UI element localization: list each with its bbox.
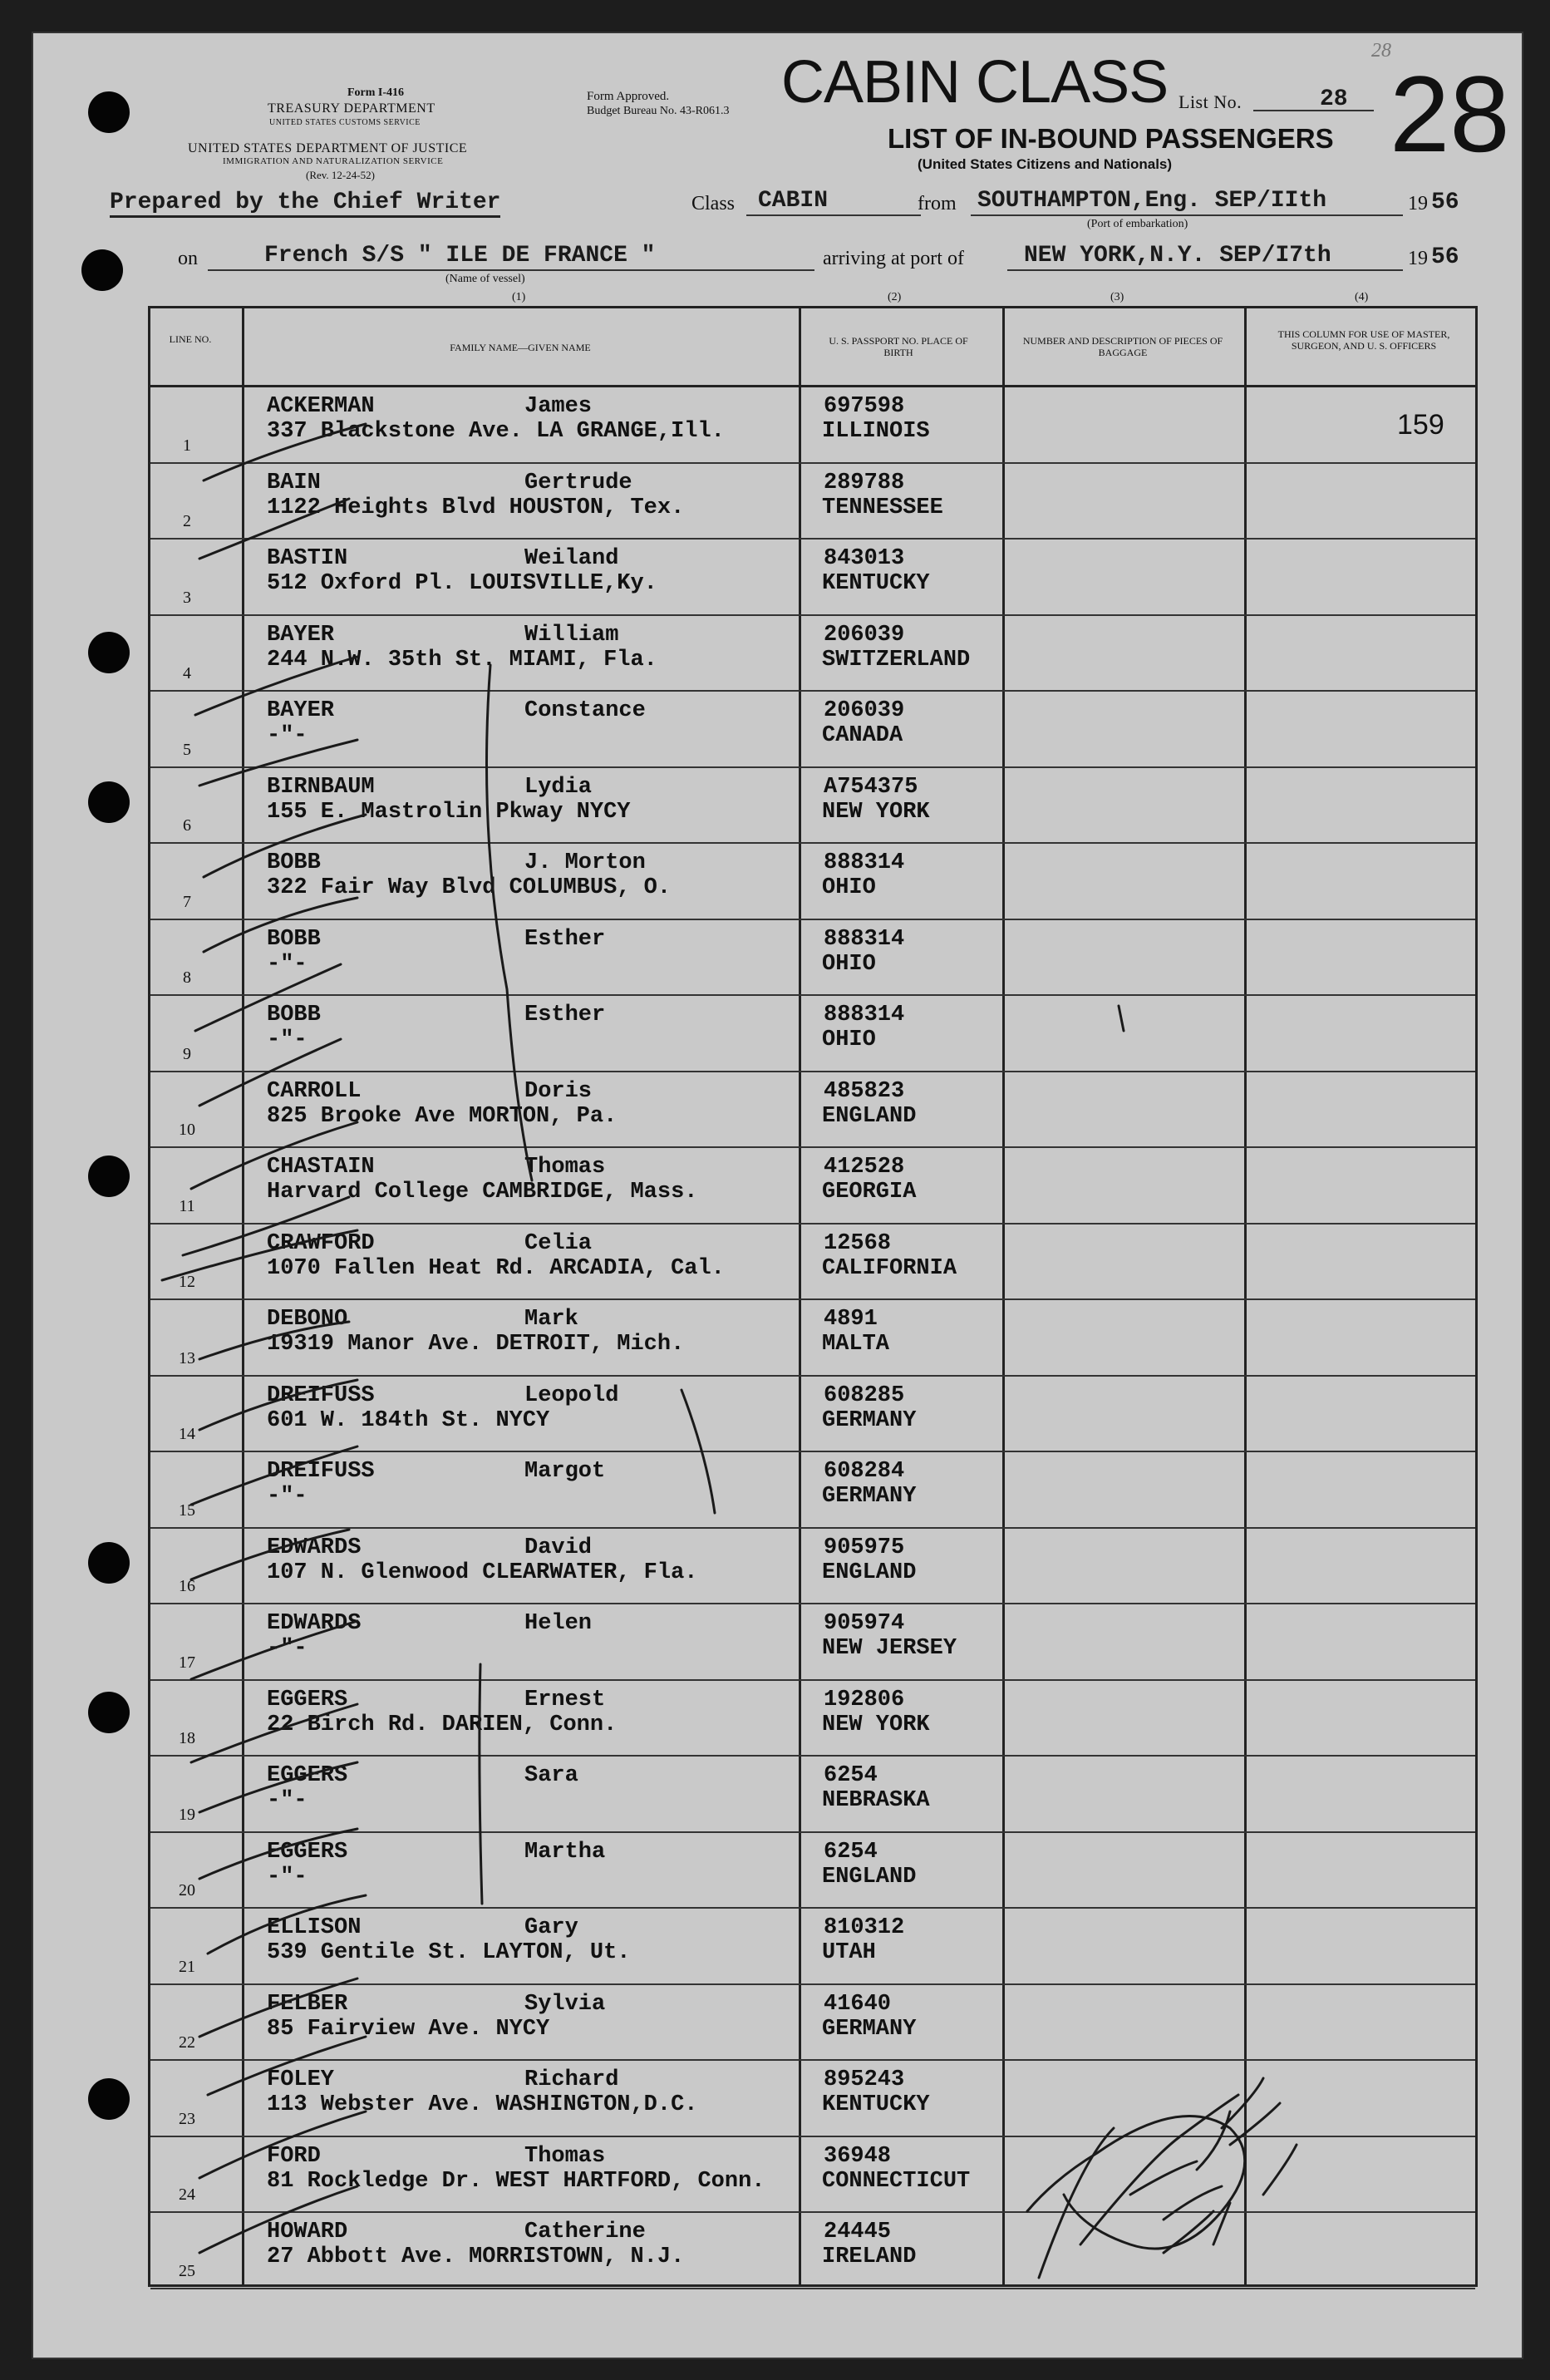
passport-number: 485823 xyxy=(824,1078,905,1104)
year-value-2: 56 xyxy=(1431,244,1459,270)
ins: IMMIGRATION AND NATURALIZATION SERVICE xyxy=(223,156,444,166)
address: 27 Abbott Ave. MORRISTOWN, N.J. xyxy=(267,2244,685,2269)
family-name: BAYER xyxy=(267,622,335,648)
given-name: Celia xyxy=(524,1230,593,1256)
family-name: FELBER xyxy=(267,1991,348,2017)
place-of-birth: ENGLAND xyxy=(822,1560,917,1585)
vessel-note: (Name of vessel) xyxy=(445,273,525,285)
family-name: CRAWFORD xyxy=(267,1230,375,1256)
given-name: J. Morton xyxy=(524,850,646,875)
address: -"- xyxy=(267,1788,308,1813)
given-name: Gertrude xyxy=(524,470,632,495)
place-of-birth: UTAH xyxy=(822,1940,876,1965)
year-value-1: 56 xyxy=(1431,190,1459,215)
place-of-birth: NEW YORK xyxy=(822,1712,930,1737)
family-name: BOBB xyxy=(267,1003,321,1027)
given-name: Constance xyxy=(524,698,646,723)
table-row xyxy=(150,1833,1475,1909)
address: 601 W. 184th St. NYCY xyxy=(267,1407,550,1433)
line-number: 3 xyxy=(183,588,191,607)
address: 85 Fairview Ave. NYCY xyxy=(267,2016,550,2042)
place-of-birth: KENTUCKY xyxy=(822,2092,930,2117)
list-no-value: 28 xyxy=(1320,86,1348,112)
place-of-birth: SWITZERLAND xyxy=(822,647,971,673)
family-name: BAIN xyxy=(267,470,321,495)
passport-number: 289788 xyxy=(824,470,905,495)
passport-number: 36948 xyxy=(824,2143,892,2169)
place-of-birth: CALIFORNIA xyxy=(822,1255,957,1281)
table-row xyxy=(150,1452,1475,1529)
place-of-birth: OHIO xyxy=(822,1027,876,1052)
passport-number: 24445 xyxy=(824,2220,892,2244)
table-row xyxy=(150,996,1475,1072)
family-name: DREIFUSS xyxy=(267,1459,375,1484)
line-number: 5 xyxy=(183,740,191,759)
address: 512 Oxford Pl. LOUISVILLE,Ky. xyxy=(267,571,657,596)
address: 1122 Heights Blvd HOUSTON, Tex. xyxy=(267,495,685,520)
passport-number: 412528 xyxy=(824,1155,905,1180)
header-line-no: LINE NO. xyxy=(169,333,212,345)
passenger-table xyxy=(148,306,1478,2287)
department-sub: UNITED STATES CUSTOMS SERVICE xyxy=(269,118,421,127)
line-number: 8 xyxy=(183,968,191,987)
punch-hole xyxy=(88,1156,130,1197)
family-name: BIRNBAUM xyxy=(267,774,375,800)
place-of-birth: CANADA xyxy=(822,723,903,748)
line-number: 23 xyxy=(179,2109,195,2128)
place-of-birth: TENNESSEE xyxy=(822,495,943,520)
given-name: Thomas xyxy=(524,2143,606,2169)
justice-dept: UNITED STATES DEPARTMENT OF JUSTICE xyxy=(188,141,468,155)
family-name: EGGERS xyxy=(267,1839,348,1865)
table-row xyxy=(150,387,1475,464)
place-of-birth: NEW JERSEY xyxy=(822,1636,957,1661)
given-name: Ernest xyxy=(524,1687,606,1712)
line-number: 21 xyxy=(179,1957,195,1976)
line-number: 17 xyxy=(179,1653,195,1672)
address: 1070 Fallen Heat Rd. ARCADIA, Cal. xyxy=(267,1255,725,1281)
year-prefix-2: 19 xyxy=(1408,248,1428,269)
place-of-birth: KENTUCKY xyxy=(822,571,930,596)
line-number: 19 xyxy=(179,1805,195,1824)
family-name: FOLEY xyxy=(267,2067,335,2092)
place-of-birth: ENGLAND xyxy=(822,1864,917,1890)
table-row xyxy=(150,2213,1475,2289)
col4-number: (4) xyxy=(1355,291,1369,303)
given-name: Thomas xyxy=(524,1155,606,1180)
passport-number: 6254 xyxy=(824,1763,878,1788)
list-no-label: List No. xyxy=(1178,91,1242,112)
table-row xyxy=(150,1985,1475,2062)
family-name: CARROLL xyxy=(267,1078,362,1104)
place-of-birth: MALTA xyxy=(822,1332,890,1357)
arriving-label: arriving at port of xyxy=(823,248,964,269)
budget-bureau: Budget Bureau No. 43-R061.3 xyxy=(587,105,730,117)
punch-hole xyxy=(81,249,123,291)
line-number: 4 xyxy=(183,664,191,682)
passport-number: 888314 xyxy=(824,850,905,875)
line-number: 24 xyxy=(179,2185,195,2204)
address: -"- xyxy=(267,1864,308,1890)
corner-pencil-mark: 28 xyxy=(1371,40,1391,62)
family-name: CHASTAIN xyxy=(267,1155,375,1180)
family-name: ACKERMAN xyxy=(267,394,375,419)
table-row xyxy=(150,844,1475,920)
place-of-birth: NEBRASKA xyxy=(822,1788,930,1813)
line-number: 18 xyxy=(179,1729,195,1747)
class-label: Class xyxy=(691,193,736,214)
place-of-birth: GERMANY xyxy=(822,2016,917,2042)
given-name: William xyxy=(524,622,619,648)
passport-number: 895243 xyxy=(824,2067,905,2092)
address: -"- xyxy=(267,1484,308,1509)
revision: (Rev. 12-24-52) xyxy=(306,169,375,181)
family-name: EDWARDS xyxy=(267,1611,362,1636)
family-name: EGGERS xyxy=(267,1763,348,1788)
family-name: FORD xyxy=(267,2143,321,2169)
line-number: 6 xyxy=(183,816,191,835)
address: 19319 Manor Ave. DETROIT, Mich. xyxy=(267,1332,685,1357)
col1-number: (1) xyxy=(512,291,526,303)
address: 113 Webster Ave. WASHINGTON,D.C. xyxy=(267,2092,698,2117)
place-of-birth: GERMANY xyxy=(822,1407,917,1433)
table-body xyxy=(150,387,1475,2284)
passport-number: 843013 xyxy=(824,546,905,571)
header-baggage: NUMBER AND DESCRIPTION OF PIECES OF BAGGAGE xyxy=(1022,335,1223,358)
passport-number: 905975 xyxy=(824,1535,905,1560)
table-row xyxy=(150,1604,1475,1681)
passport-number: 192806 xyxy=(824,1687,905,1712)
address: -"- xyxy=(267,723,308,748)
passport-number: 608285 xyxy=(824,1382,905,1408)
year-prefix-1: 19 xyxy=(1408,193,1428,214)
address: 825 Brooke Ave MORTON, Pa. xyxy=(267,1103,618,1129)
address: -"- xyxy=(267,1027,308,1052)
table-row xyxy=(150,692,1475,768)
form-number: Form I-416 xyxy=(347,86,405,99)
header-officers: THIS COLUMN FOR USE OF MASTER, SURGEON, AND U. S. OFFICERS xyxy=(1277,328,1450,352)
table-row xyxy=(150,1757,1475,1833)
punch-hole xyxy=(88,91,130,133)
line-number: 13 xyxy=(179,1348,195,1367)
given-name: Esther xyxy=(524,926,606,952)
prepared-by: Prepared by the Chief Writer xyxy=(110,190,500,218)
passport-number: 12568 xyxy=(824,1230,892,1256)
punch-hole xyxy=(88,781,130,823)
address: 244 N.W. 35th St. MIAMI, Fla. xyxy=(267,647,657,673)
from-value: SOUTHAMPTON,Eng. SEP/IIth xyxy=(977,188,1327,214)
on-label: on xyxy=(178,248,198,269)
place-of-birth: ILLINOIS xyxy=(822,419,930,444)
given-name: Weiland xyxy=(524,546,619,571)
address: 322 Fair Way Blvd COLUMBUS, O. xyxy=(267,875,672,900)
line-number: 9 xyxy=(183,1044,191,1063)
address: 81 Rockledge Dr. WEST HARTFORD, Conn. xyxy=(267,2168,765,2194)
col2-number: (2) xyxy=(888,291,902,303)
punch-hole xyxy=(88,632,130,673)
passport-number: 608284 xyxy=(824,1459,905,1484)
family-name: DEBONO xyxy=(267,1307,348,1332)
line-number: 10 xyxy=(179,1121,195,1139)
address: -"- xyxy=(267,951,308,977)
table-row xyxy=(150,1529,1475,1605)
given-name: Sara xyxy=(524,1763,578,1788)
given-name: Mark xyxy=(524,1307,578,1332)
table-header xyxy=(150,308,1475,387)
table-row xyxy=(150,1300,1475,1377)
arriving-value: NEW YORK,N.Y. SEP/I7th xyxy=(1024,243,1331,269)
passport-number: A754375 xyxy=(824,774,918,800)
family-name: EDWARDS xyxy=(267,1535,362,1560)
table-row xyxy=(150,1377,1475,1453)
from-label: from xyxy=(918,193,957,214)
place-of-birth: OHIO xyxy=(822,875,876,900)
line-number: 15 xyxy=(179,1500,195,1520)
given-name: David xyxy=(524,1535,593,1560)
list-subtitle: (United States Citizens and Nationals) xyxy=(918,156,1173,172)
table-row xyxy=(150,616,1475,692)
punch-hole xyxy=(88,2078,130,2120)
address: 22 Birch Rd. DARIEN, Conn. xyxy=(267,1712,618,1737)
list-title: LIST OF IN-BOUND PASSENGERS xyxy=(888,123,1334,154)
address: 155 E. Mastrolin Pkway NYCY xyxy=(267,799,631,825)
table-row xyxy=(150,2137,1475,2214)
family-name: BOBB xyxy=(267,850,321,875)
table-row xyxy=(150,2061,1475,2137)
table-row xyxy=(150,1148,1475,1224)
class-value: CABIN xyxy=(758,188,829,214)
given-name: Margot xyxy=(524,1459,606,1484)
table-row xyxy=(150,464,1475,540)
passport-number: 206039 xyxy=(824,698,905,723)
table-row xyxy=(150,920,1475,997)
given-name: Richard xyxy=(524,2067,619,2092)
line-number: 20 xyxy=(179,1881,195,1900)
given-name: Esther xyxy=(524,1003,606,1027)
address: -"- xyxy=(267,1636,308,1661)
col3-number: (3) xyxy=(1110,291,1124,303)
given-name: Martha xyxy=(524,1839,606,1865)
family-name: BOBB xyxy=(267,926,321,952)
place-of-birth: GEORGIA xyxy=(822,1180,917,1205)
department: TREASURY DEPARTMENT xyxy=(268,101,435,116)
punch-hole xyxy=(88,1692,130,1733)
passport-number: 4891 xyxy=(824,1307,878,1332)
given-name: Lydia xyxy=(524,774,593,800)
given-name: Doris xyxy=(524,1078,593,1104)
table-row xyxy=(150,1224,1475,1301)
given-name: Sylvia xyxy=(524,1991,606,2017)
list-no-big: 28 xyxy=(1390,53,1510,175)
line-number: 12 xyxy=(179,1273,195,1291)
port-embark-note: (Port of embarkation) xyxy=(1087,218,1188,230)
given-name: Helen xyxy=(524,1611,593,1636)
line-number: 16 xyxy=(179,1577,195,1595)
given-name: James xyxy=(524,394,593,419)
passport-number: 888314 xyxy=(824,1003,905,1027)
family-name: BAYER xyxy=(267,698,335,723)
table-row xyxy=(150,768,1475,845)
passport-number: 905974 xyxy=(824,1611,905,1636)
vessel-value: French S/S " ILE DE FRANCE " xyxy=(264,243,656,269)
punch-hole xyxy=(88,1542,130,1584)
table-row xyxy=(150,1072,1475,1149)
place-of-birth: NEW YORK xyxy=(822,799,930,825)
line-number: 14 xyxy=(179,1425,195,1443)
table-row xyxy=(150,540,1475,616)
place-of-birth: OHIO xyxy=(822,951,876,977)
line-number: 11 xyxy=(179,1196,195,1215)
form-approved: Form Approved. xyxy=(587,90,670,103)
place-of-birth: IRELAND xyxy=(822,2244,917,2269)
passport-number: 888314 xyxy=(824,926,905,952)
family-name: EGGERS xyxy=(267,1687,348,1712)
passport-number: 206039 xyxy=(824,622,905,648)
line-number: 22 xyxy=(179,2033,195,2052)
place-of-birth: GERMANY xyxy=(822,1484,917,1509)
place-of-birth: ENGLAND xyxy=(822,1103,917,1129)
address: 337 Blackstone Ave. LA GRANGE,Ill. xyxy=(267,419,725,444)
line-number: 25 xyxy=(179,2261,195,2280)
family-name: DREIFUSS xyxy=(267,1382,375,1408)
address: 539 Gentile St. LAYTON, Ut. xyxy=(267,1940,631,1965)
passport-number: 41640 xyxy=(824,1991,892,2017)
given-name: Catherine xyxy=(524,2220,646,2244)
line-number: 7 xyxy=(183,892,191,911)
table-row xyxy=(150,1909,1475,1985)
header-name: FAMILY NAME—GIVEN NAME xyxy=(450,342,591,353)
place-of-birth: CONNECTICUT xyxy=(822,2168,971,2194)
passport-number: 6254 xyxy=(824,1839,878,1865)
line-number: 2 xyxy=(183,512,191,530)
cabin-class-title: CABIN CLASS xyxy=(781,49,1169,116)
address: Harvard College CAMBRIDGE, Mass. xyxy=(267,1180,698,1205)
passport-number: 697598 xyxy=(824,394,905,419)
officer-note: 159 xyxy=(1397,409,1444,441)
address: 107 N. Glenwood CLEARWATER, Fla. xyxy=(267,1560,698,1585)
line-number: 1 xyxy=(183,436,191,455)
family-name: HOWARD xyxy=(267,2220,348,2244)
family-name: BASTIN xyxy=(267,546,348,571)
passport-number: 810312 xyxy=(824,1915,905,1940)
family-name: ELLISON xyxy=(267,1915,362,1940)
table-row xyxy=(150,1681,1475,1757)
header-passport: U. S. PASSPORT NO. PLACE OF BIRTH xyxy=(829,335,968,358)
given-name: Gary xyxy=(524,1915,578,1940)
given-name: Leopold xyxy=(524,1382,619,1408)
